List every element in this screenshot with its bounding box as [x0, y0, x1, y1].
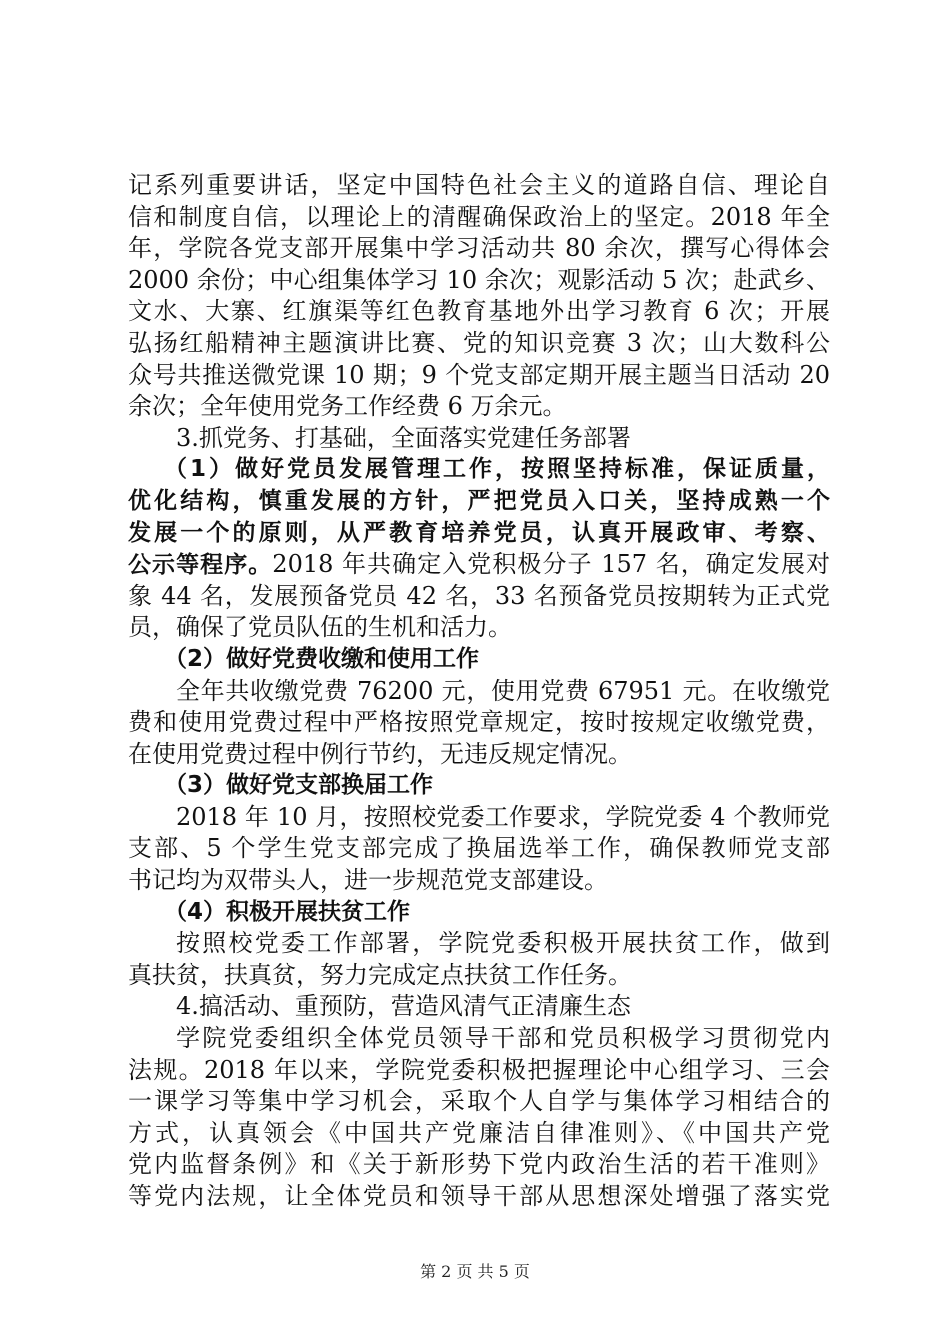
subsection-heading: （2）做好党费收缴和使用工作: [164, 645, 480, 672]
text-line: 党内监督条例》和《关于新形势下党内政治生活的若干准则》: [128, 1150, 830, 1179]
text-line: 信和制度自信，以理论上的清醒确保政治上的坚定。2018 年全: [128, 202, 830, 231]
subsection-heading: （3）做好党支部换届工作: [164, 772, 434, 799]
text-line: 2000 余份；中心组集体学习 10 余次；观影活动 5 次；赴武乡、: [128, 265, 830, 294]
text-line: 众号共推送微党课 10 期；9 个党支部定期开展主题当日活动 20: [128, 360, 830, 389]
text-line: 一课学习等集中学习机会，采取个人自学与集体学习相结合的: [128, 1087, 830, 1116]
text-line: 学院党委组织全体党员领导干部和党员积极学习贯彻党内: [176, 1024, 830, 1053]
subsection-heading: （4）积极开展扶贫工作: [164, 898, 411, 925]
text-line: 2018 年 10 月，按照校党委工作要求，学院党委 4 个教师党: [176, 802, 830, 831]
text-line: 方式，认真领会《中国共产党廉洁自律准则》、《中国共产党: [128, 1118, 830, 1147]
subsection-heading: （1）做好党员发展管理工作，按照坚持标准，保证质量，: [164, 456, 830, 483]
text-line: 员，确保了党员队伍的生机和活力。: [128, 613, 512, 642]
section-heading: 3.抓党务、打基础，全面落实党建任务部署: [176, 423, 631, 452]
section-heading: 4.搞活动、重预防，营造风清气正清廉生态: [176, 992, 631, 1021]
text-line: 年，学院各党支部开展集中学习活动共 80 余次，撰写心得体会: [128, 234, 830, 263]
text-line: 全年共收缴党费 76200 元，使用党费 67951 元。在收缴党: [176, 676, 830, 705]
text-line: 真扶贫，扶真贫，努力完成定点扶贫工作任务。: [128, 960, 632, 989]
text-line: 弘扬红船精神主题演讲比赛、党的知识竞赛 3 次；山大数科公: [128, 328, 830, 357]
document-body: [128, 170, 830, 1213]
text-line: 支部、5 个学生党支部完成了换届选举工作，确保教师党支部: [128, 834, 830, 863]
text-line: 费和使用党费过程中严格按照党章规定，按时按规定收缴党费，: [128, 708, 830, 737]
text-segment: 2018 年共确定入党积极分子 157 名，确定发展对: [272, 550, 830, 579]
text-line-bold: 发展一个的原则，从严教育培养党员，认真开展政审、考察、: [128, 519, 830, 546]
text-line: 象 44 名，发展预备党员 42 名，33 名预备党员按期转为正式党: [128, 581, 830, 610]
text-line: 记系列重要讲话，坚定中国特色社会主义的道路自信、理论自: [128, 171, 830, 199]
text-line: 等党内法规，让全体党员和领导干部从思想深处增强了落实党: [128, 1182, 830, 1210]
text-line: 法规。2018 年以来，学院党委积极把握理论中心组学习、三会: [128, 1055, 830, 1084]
text-line: 在使用党费过程中例行节约，无违反规定情况。: [128, 739, 632, 768]
text-segment-bold: 公示等程序。: [128, 552, 273, 579]
page-footer: 第 2 页 共 5 页: [420, 1262, 530, 1281]
text-line-mixed: [128, 549, 830, 581]
text-line: 文水、大寨、红旗渠等红色教育基地外出学习教育 6 次；开展: [128, 297, 830, 326]
text-line: 余次；全年使用党务工作经费 6 万余元。: [128, 392, 567, 421]
text-line: 书记均为双带头人，进一步规范党支部建设。: [128, 866, 608, 895]
text-line: 按照校党委工作部署，学院党委积极开展扶贫工作，做到: [176, 929, 830, 958]
text-line-bold: 优化结构，慎重发展的方针，严把党员入口关，坚持成熟一个: [128, 487, 830, 514]
